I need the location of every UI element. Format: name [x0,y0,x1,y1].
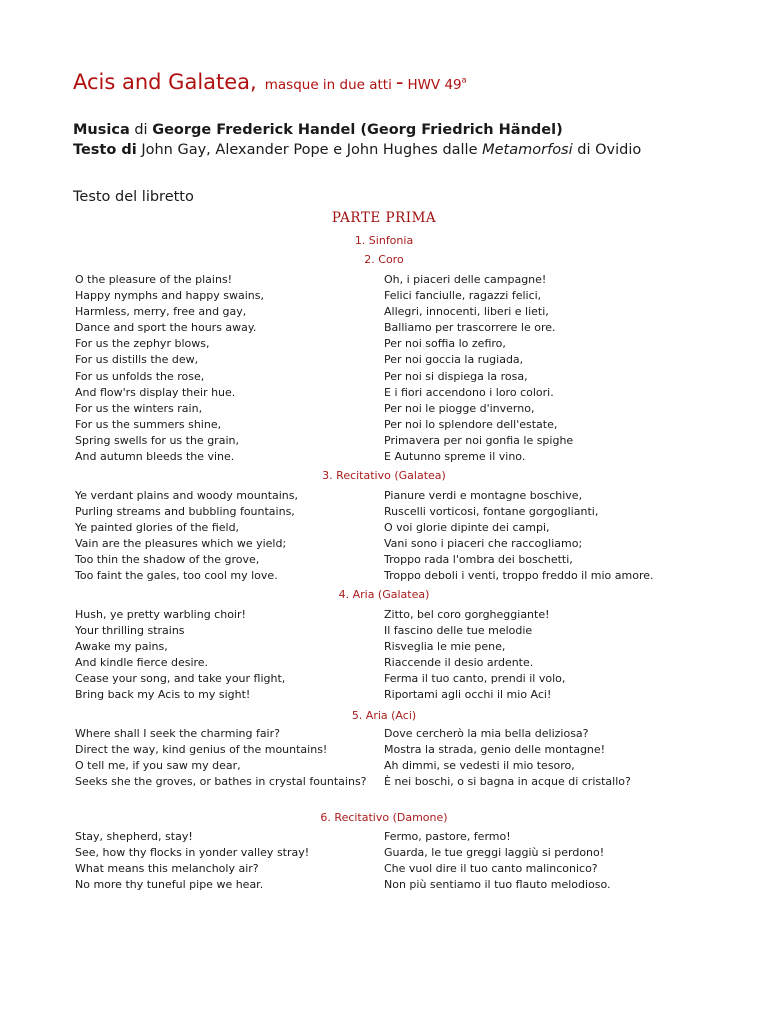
verse-line: Per noi goccia la rugiada, [384,353,524,367]
verse-line: Vain are the pleasures which we yield; [75,537,287,551]
verse-line: For us the summers shine, [75,417,222,431]
verse-line: For us the winters rain, [75,401,203,415]
verse-line: Spring swells for us the grain, [75,433,239,447]
composer-name: George Frederick Handel (Georg Friedrich Händel) [152,122,563,138]
verse-line: What means this melancholy air? [75,862,259,876]
verse-line: Hush, ye pretty warbling choir! [75,608,246,621]
verse-line: Ye verdant plains and woody mountains, [75,489,299,502]
verse-line: And flow'rs display their hue. [75,385,236,399]
libretto-heading: Testo del libretto [73,189,194,205]
section-heading: 3. Recitativo (Galatea) [322,469,446,482]
section-heading: 1. Sinfonia [354,234,414,247]
italian-verse [384,272,573,465]
italian-verse [384,488,654,585]
verse-line: Ye painted glories of the field, [75,521,240,535]
verse-line: E i fiori accendono i loro colori. [384,385,554,399]
verse-line: For us the zephyr blows, [75,337,210,351]
verse-line: Felici fanciulle, ragazzi felici, [384,289,542,303]
verse-line: For us unfolds the rose, [75,369,205,383]
verse-line: See, how thy flocks in yonder valley stray! [75,846,310,860]
verse-line: Riaccende il desio ardente. [384,656,534,670]
verse-line: Troppo deboli i venti, troppo freddo il mio amore. [384,569,654,583]
italian-verse [384,829,611,893]
verse-line: Seeks she the groves, or bathes in crystal fountains? [75,775,367,789]
section-heading: 6. Recitativo (Damone) [320,811,448,824]
verse-line: For us distills the dew, [75,353,199,367]
text-label: Testo di [73,142,137,158]
credits-music-line [73,120,641,140]
verse-line: Per noi le piogge d'inverno, [384,401,535,415]
verse-line: Non più sentiamo il tuo flauto melodioso. [384,878,611,892]
verse-line: Oh, i piaceri delle campagne! [384,273,547,286]
english-verse [75,607,285,704]
title-dash: - [395,70,404,94]
title-catalogue-superscript: a [461,75,467,85]
document-title [73,70,467,94]
part-title: PARTE PRIMA [331,210,437,226]
verse-line: Per noi soffia lo zefiro, [384,337,506,351]
verse-line: Per noi lo splendore dell'estate, [384,417,558,431]
english-verse [75,488,298,585]
verse-line: Mostra la strada, genio delle montagne! [384,743,606,757]
section-heading: 5. Aria (Aci) [351,709,417,722]
italian-verse [384,726,631,790]
verse-line: And kindle fierce desire. [75,656,209,670]
verse-line: Awake my pains, [75,640,168,654]
verse-line: Fermo, pastore, fermo! [384,830,511,843]
verse-line: Guarda, le tue greggi laggiù si perdono! [384,846,605,860]
verse-line: Risveglia le mie pene, [384,640,506,654]
verse-line: Harmless, merry, free and gay, [75,305,247,319]
italian-verse [384,607,565,704]
verse-line: Il fascino delle tue melodie [384,624,533,638]
verse-line: Too thin the shadow of the grove, [75,553,260,567]
verse-line: Allegri, innocenti, liberi e lieti, [384,305,549,319]
verse-line: Dove cercherò la mia bella deliziosa? [384,727,589,740]
verse-line: Riportami agli occhi il mio Aci! [384,688,552,702]
verse-line: Cease your song, and take your flight, [75,672,286,686]
verse-line: O the pleasure of the plains! [75,273,233,286]
source-work: Metamorfosi [482,142,573,158]
music-label: Musica [73,122,130,138]
verse-line: Direct the way, kind genius of the mountains! [75,743,328,757]
verse-line: Purling streams and bubbling fountains, [75,505,295,519]
credits-text-line [73,140,641,160]
verse-line: Primavera per noi gonfia le spighe [384,433,574,447]
section-heading: 4. Aria (Galatea) [338,588,430,601]
verse-line: Troppo rada l'ombra dei boschetti, [384,553,573,567]
verse-line: Ah dimmi, se vedesti il mio tesoro, [384,759,575,773]
verse-line: Ruscelli vorticosi, fontane gorgoglianti, [384,505,599,519]
verse-line: And autumn bleeds the vine. [75,450,235,464]
verse-line: Balliamo per trascorrere le ore. [384,321,556,335]
title-subtitle: masque in due atti [264,77,392,93]
verse-line: È nei boschi, o si bagna in acque di cristallo? [384,775,631,789]
title-main: Acis and Galatea, [73,70,257,94]
verse-line: Vani sono i piaceri che raccogliamo; [384,537,583,551]
verse-line: Happy nymphs and happy swains, [75,289,264,303]
verse-line: O tell me, if you saw my dear, [75,759,241,773]
verse-line: No more thy tuneful pipe we hear. [75,878,264,892]
verse-line: Che vuol dire il tuo canto malinconico? [384,862,598,876]
verse-line: Pianure verdi e montagne boschive, [384,489,583,502]
verse-line: Too faint the gales, too cool my love. [75,569,278,583]
verse-line: Where shall I seek the charming fair? [75,727,280,740]
verse-line: Ferma il tuo canto, prendi il volo, [384,672,566,686]
verse-line: Per noi si dispiega la rosa, [384,369,528,383]
credits [73,120,641,160]
english-verse [75,272,264,465]
verse-line: E Autunno spreme il vino. [384,450,526,464]
title-catalogue-number: HWV 49 [407,77,462,93]
verse-line: Zitto, bel coro gorgheggiante! [384,608,550,621]
verse-line: Stay, shepherd, stay! [75,830,193,843]
section-heading: 2. Coro [364,253,404,266]
source-author: di Ovidio [577,142,642,158]
music-di: di [134,122,148,138]
english-verse [75,726,367,790]
verse-line: O voi glorie dipinte dei campi, [384,521,550,535]
librettists: John Gay, Alexander Pope e John Hughes dalle [141,142,478,158]
verse-line: Your thrilling strains [75,624,185,638]
english-verse [75,829,309,893]
verse-line: Bring back my Acis to my sight! [75,688,251,702]
verse-line: Dance and sport the hours away. [75,321,257,335]
